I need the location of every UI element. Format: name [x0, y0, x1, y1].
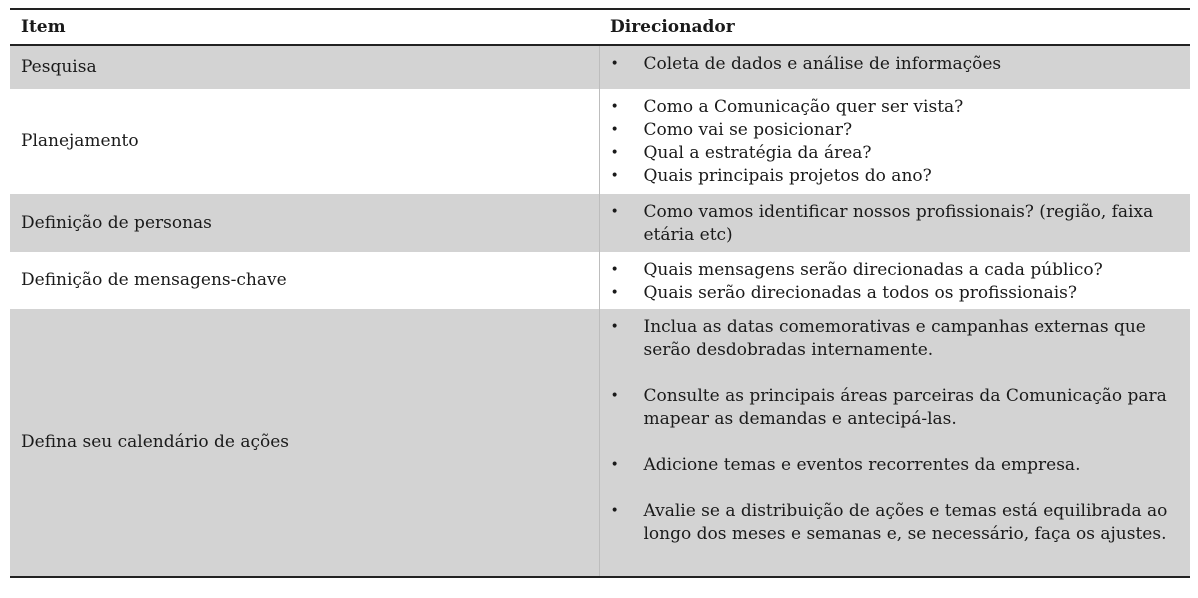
- bullet-icon: •: [610, 457, 619, 473]
- bullet-icon: •: [610, 285, 619, 301]
- row-direcionador-cell: [599, 252, 1190, 309]
- bullet-list: [611, 201, 1181, 247]
- bullet-item: [611, 316, 1181, 362]
- bullet-text: Qual a estratégia da área?: [643, 143, 872, 163]
- row-item-cell: Definição de personas: [10, 194, 599, 252]
- bullet-text: Como a Comunicação quer ser vista?: [643, 97, 964, 117]
- table-row-calendario: [10, 309, 1190, 577]
- row-item-cell: Planejamento: [21, 131, 139, 151]
- bullet-list: [611, 316, 1181, 546]
- planning-table: [10, 8, 1190, 578]
- row-direcionador-cell: [599, 194, 1190, 252]
- table-row-pesquisa: [10, 45, 1190, 89]
- bullet-text: Avalie se a distribuição de ações e temas está equilibrada ao longo dos meses e semanas e, se necessário, faça os ajustes.: [643, 501, 1168, 544]
- bullet-text: Como vai se posicionar?: [643, 120, 853, 140]
- bullet-text: Quais principais projetos do ano?: [643, 166, 932, 186]
- row-direcionador-cell: [599, 89, 1190, 194]
- bullet-item: [611, 96, 1181, 119]
- row-item-cell: Pesquisa: [10, 45, 599, 89]
- bullet-icon: •: [610, 262, 619, 278]
- bullet-item: [611, 259, 1181, 282]
- row-direcionador-cell: [599, 45, 1190, 89]
- bullet-icon: •: [610, 168, 619, 184]
- table-row-personas: [10, 194, 1190, 252]
- bullet-text: Quais serão direcionadas a todos os profissionais?: [643, 283, 1077, 303]
- bullet-item: [611, 165, 1181, 188]
- bullet-list: [611, 259, 1181, 305]
- bullet-item: [611, 53, 1181, 76]
- bullet-icon: •: [610, 56, 619, 72]
- table-row-planejamento: [10, 89, 1190, 194]
- table-row-mensagens-chave: [10, 252, 1190, 309]
- bullet-text: Adicione temas e eventos recorrentes da empresa.: [643, 455, 1081, 475]
- bullet-text: Consulte as principais áreas parceiras da Comunicação para mapear as demandas e antecipá-las.: [643, 386, 1167, 429]
- bullet-item: [611, 119, 1181, 142]
- bullet-item: [611, 142, 1181, 165]
- bullet-item: [611, 454, 1181, 477]
- bullet-text: Quais mensagens serão direcionadas a cada público?: [643, 260, 1103, 280]
- row-item-cell: Definição de mensagens-chave: [21, 270, 287, 290]
- bullet-text: Inclua as datas comemorativas e campanhas externas que serão desdobradas internamente.: [643, 317, 1146, 360]
- bullet-item: [611, 385, 1181, 431]
- row-direcionador-cell: [599, 309, 1190, 577]
- bullet-icon: •: [610, 503, 619, 519]
- bullet-text: Coleta de dados e análise de informações: [643, 54, 1002, 74]
- bullet-text: Como vamos identificar nossos profissionais? (região, faixa etária etc): [643, 202, 1154, 245]
- column-header-item: Item: [21, 17, 66, 37]
- bullet-item: [611, 500, 1181, 546]
- bullet-icon: •: [610, 388, 619, 404]
- bullet-list: [611, 53, 1181, 76]
- table-header-row: [10, 9, 1190, 45]
- bullet-item: [611, 201, 1181, 247]
- bullet-item: [611, 282, 1181, 305]
- bullet-list: [611, 96, 1181, 188]
- column-header-direcionador: Direcionador: [610, 17, 735, 37]
- bullet-icon: •: [610, 319, 619, 335]
- bullet-icon: •: [610, 99, 619, 115]
- bullet-icon: •: [610, 145, 619, 161]
- bullet-icon: •: [610, 204, 619, 220]
- planning-table-container: [10, 8, 1190, 578]
- bullet-icon: •: [610, 122, 619, 138]
- row-item-cell: Defina seu calendário de ações: [10, 309, 599, 577]
